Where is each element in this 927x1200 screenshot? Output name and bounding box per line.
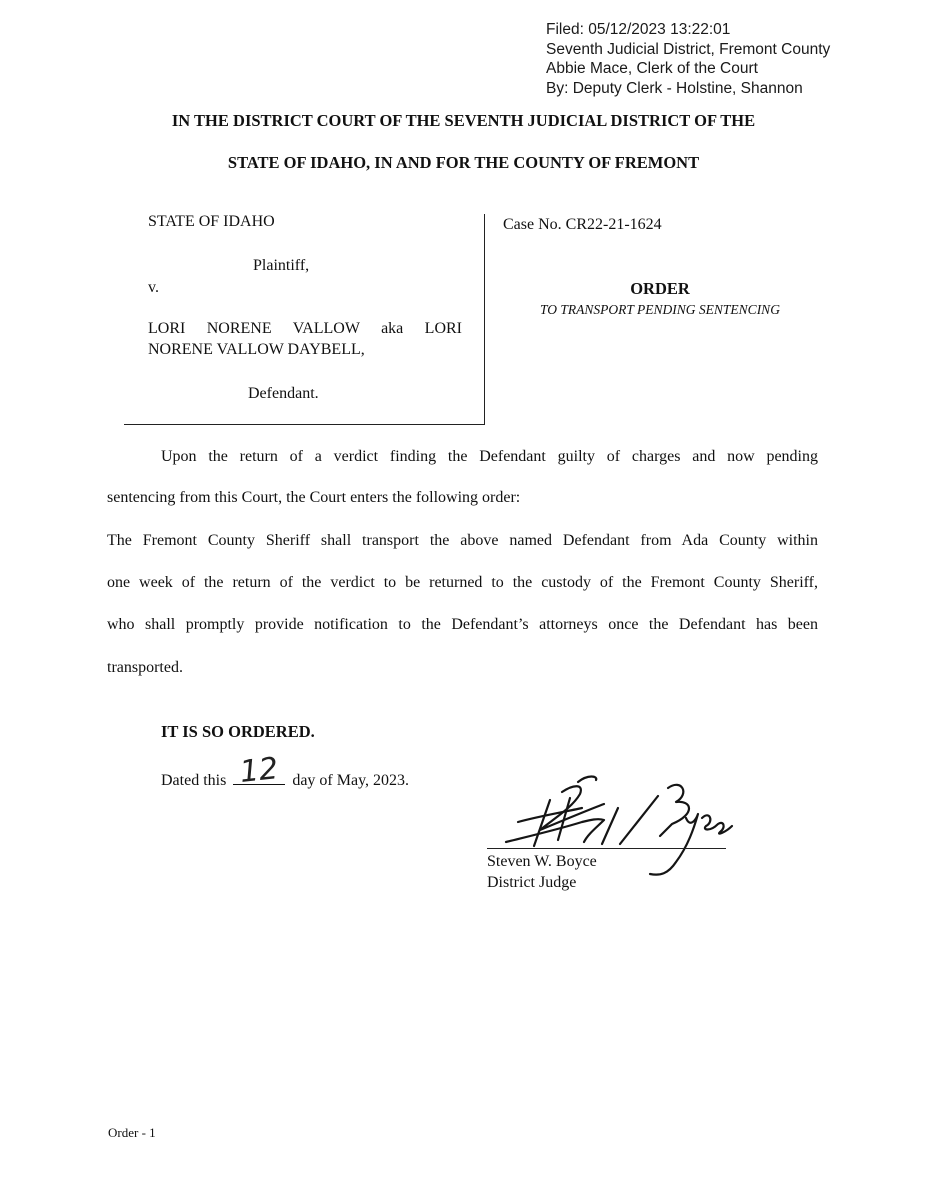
- judge-title: District Judge: [487, 874, 577, 891]
- order-subtitle: TO TRANSPORT PENDING SENTENCING: [540, 302, 780, 317]
- caption-vertical-rule: [484, 214, 485, 425]
- order-paragraph-1-line-1: Upon the return of a verdict finding the Defendant guilty of charges and now pending: [161, 448, 818, 465]
- filing-district: Seventh Judicial District, Fremont County: [546, 40, 831, 58]
- dated-suffix: day of May, 2023.: [292, 772, 410, 789]
- so-ordered-heading: IT IS SO ORDERED.: [161, 722, 315, 741]
- dated-day-blank: [233, 751, 285, 790]
- page-footer: Order - 1: [108, 1125, 156, 1140]
- dated-day-handwritten: 12: [238, 751, 281, 790]
- filing-deputy: By: Deputy Clerk - Holstine, Shannon: [546, 79, 803, 97]
- order-paragraph-2-line-4: transported.: [107, 659, 183, 676]
- order-paragraph-1-line-2: sentencing from this Court, the Court enters the following order:: [107, 489, 521, 506]
- court-heading-line1: IN THE DISTRICT COURT OF THE SEVENTH JUDICIAL DISTRICT OF THE: [171, 111, 756, 130]
- case-number: Case No. CR22-21-1624: [503, 216, 662, 233]
- dated-prefix: Dated this: [161, 772, 227, 789]
- plaintiff-role: Plaintiff,: [253, 257, 310, 274]
- versus-label: v.: [148, 279, 159, 296]
- caption-horizontal-rule: [124, 424, 485, 425]
- defendant-name-line2: NORENE VALLOW DAYBELL,: [148, 341, 365, 358]
- order-paragraph-2-line-2: one week of the return of the verdict to be returned to the custody of the Fremont County Sheriff,: [107, 574, 818, 591]
- order-paragraph-2-line-3: who shall promptly provide notification to the Defendant’s attorneys once the Defendant has been: [107, 616, 818, 633]
- judge-name: Steven W. Boyce: [487, 853, 597, 870]
- filed-datetime: Filed: 05/12/2023 13:22:01: [546, 21, 731, 38]
- defendant-role: Defendant.: [248, 385, 319, 402]
- dated-line: [161, 751, 410, 790]
- defendant-name-line1: LORI NORENE VALLOW aka LORI: [148, 320, 462, 337]
- filing-clerk: Abbie Mace, Clerk of the Court: [546, 60, 758, 77]
- order-title: ORDER: [630, 279, 690, 298]
- filing-stamp: [546, 20, 830, 98]
- court-heading-line2: STATE OF IDAHO, IN AND FOR THE COUNTY OF FREMONT: [227, 153, 700, 172]
- signature-line: [487, 848, 726, 849]
- plaintiff-name: STATE OF IDAHO: [148, 213, 275, 230]
- order-paragraph-2-line-1: The Fremont County Sheriff shall transport the above named Defendant from Ada County within: [107, 532, 818, 549]
